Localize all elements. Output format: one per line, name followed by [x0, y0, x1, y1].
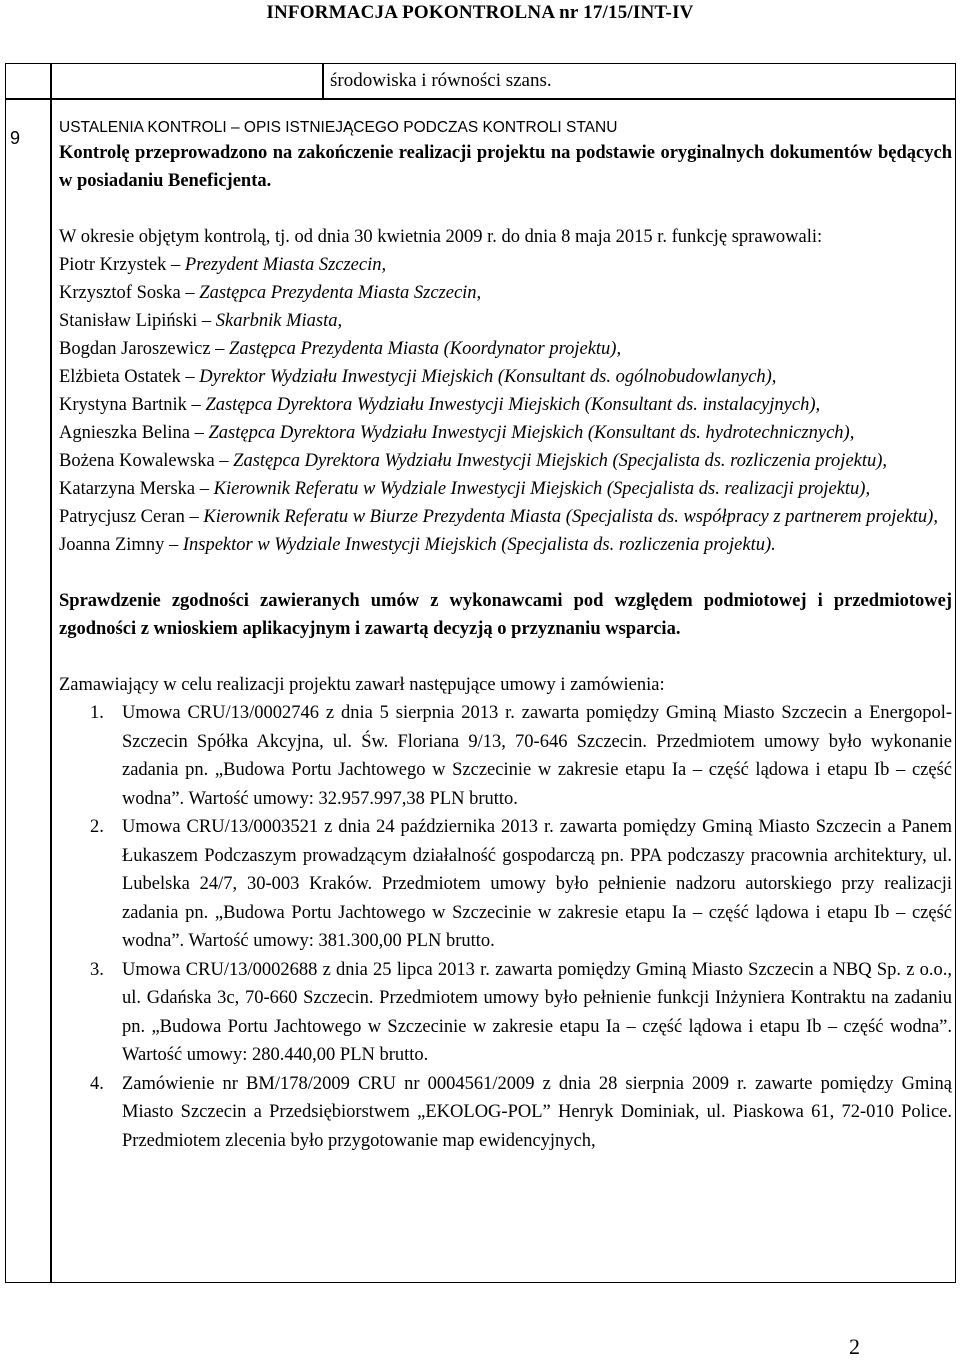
- official-entry: [59, 335, 952, 363]
- contract-text: Umowa CRU/13/0002688 z dnia 25 lipca 2013 r. zawarta pomiędzy Gminą Miasto Szczecin a NBQ Sp. z o.o., ul. Gdańska 3c, 70-660 Szczecin. Przedmiotem umowy było pełnienie funkcji Inżyniera Kontraktu na zadaniu pn. „Budowa Portu Jachtowego w Szczecinie w zakresie etapu Ia – część lądowa i etapu Ib – część wodna”. Wartość umowy: 280.440,00 PLN brutto.: [122, 959, 952, 1065]
- row-number: 9: [10, 128, 21, 148]
- contract-item: [59, 699, 952, 813]
- official-entry: [59, 475, 952, 503]
- official-role: Kierownik Referatu w Biurze Prezydenta Miasta (Specjalista ds. współpracy z partnerem projektu),: [203, 507, 938, 527]
- contract-text: Zamówienie nr BM/178/2009 CRU nr 0004561/2009 z dnia 28 sierpnia 2009 r. zawarte pomiędzy Gminą Miasto Szczecin a Przedsiębiorstwem „EKOLOG-POL” Henryk Dominiak, ul. Piaskowa 61, 72-010 Police. Przedmiotem zlecenia było przygotowanie map ewidencyjnych,: [122, 1073, 952, 1151]
- row-divider: [5, 98, 956, 100]
- official-role: Dyrektor Wydziału Inwestycji Miejskich (Konsultant ds. ogólnobudowlanych),: [199, 367, 777, 387]
- official-role: Zastępca Prezydenta Miasta (Koordynator projektu),: [229, 339, 622, 359]
- official-role: Zastępca Dyrektora Wydziału Inwestycji Miejskich (Konsultant ds. instalacyjnych),: [205, 395, 821, 415]
- contract-number: 3.: [90, 959, 104, 980]
- official-entry: [59, 391, 952, 419]
- contract-item: [59, 813, 952, 956]
- section-content: [59, 117, 952, 1155]
- contract-item: [59, 956, 952, 1070]
- previous-row-text: środowiska i równości szans.: [330, 70, 552, 91]
- official-name: Katarzyna Merska –: [59, 479, 214, 499]
- official-name: Agnieszka Belina –: [59, 423, 209, 443]
- official-role: Inspektor w Wydziale Inwestycji Miejskich (Specjalista ds. rozliczenia projektu).: [182, 535, 776, 555]
- official-name: Stanisław Lipiński –: [59, 311, 216, 331]
- spacer: [59, 643, 952, 671]
- spacer: [59, 559, 952, 587]
- officials-list: [59, 251, 952, 559]
- official-entry: [59, 251, 952, 279]
- spacer: [59, 195, 952, 223]
- official-role: Skarbnik Miasta,: [215, 311, 343, 331]
- official-name: Krzysztof Soska –: [59, 283, 200, 303]
- official-name: Piotr Krzystek –: [59, 255, 185, 275]
- official-entry: [59, 447, 952, 475]
- contract-text: Umowa CRU/13/0003521 z dnia 24 października 2013 r. zawarta pomiędzy Gminą Miasto Szczecin a Panem Łukaszem Podczaszym prowadzącym działalność gospodarczą pn. PPA podczaszy pracownia architektury, ul. Lubelska 24/7, 30-003 Kraków. Przedmiotem umowy było pełnienie nadzoru autorskiego przy realizacji zadania pn. „Budowa Portu Jachtowego w Szczecinie w zakresie etapu Ia – część lądowa i etapu Ib – część wodna”. Wartość umowy: 381.300,00 PLN brutto.: [122, 817, 952, 951]
- column-divider: [50, 63, 52, 1283]
- contract-text: Umowa CRU/13/0002746 z dnia 5 sierpnia 2013 r. zawarta pomiędzy Gminą Miasto Szczecin a Energopol-Szczecin Spółka Akcyjna, ul. Św. Floriana 9/13, 70-646 Szczecin. Przedmiotem umowy było wykonanie zadania pn. „Budowa Portu Jachtowego w Szczecinie w zakresie etapu Ia – część lądowa i etapu Ib – część wodna”. Wartość umowy: 32.957.997,38 PLN brutto.: [122, 703, 952, 809]
- contract-item: [59, 1070, 952, 1156]
- contracts-intro: Zamawiający w celu realizacji projektu zawarł następujące umowy i zamówienia:: [59, 675, 665, 695]
- official-entry: [59, 503, 952, 531]
- document-header: INFORMACJA POKONTROLNA nr 17/15/INT-IV: [266, 2, 694, 23]
- official-name: Elżbieta Ostatek –: [59, 367, 200, 387]
- period-text: W okresie objętym kontrolą, tj. od dnia 30 kwietnia 2009 r. do dnia 8 maja 2015 r. funkcję sprawowali:: [59, 227, 823, 247]
- official-role: Zastępca Prezydenta Miasta Szczecin,: [199, 283, 482, 303]
- contract-number: 1.: [90, 703, 104, 723]
- section-heading: USTALENIA KONTROLI – OPIS ISTNIEJĄCEGO PODCZAS KONTROLI STANU: [59, 119, 618, 136]
- control-intro: Kontrolę przeprowadzono na zakończenie realizacji projektu na podstawie oryginalnych dokumentów będących w posiadaniu Beneficjenta.: [59, 143, 952, 191]
- top-cell-divider: [322, 63, 324, 99]
- official-role: Zastępca Dyrektora Wydziału Inwestycji Miejskich (Konsultant ds. hydrotechnicznych),: [208, 423, 855, 443]
- compliance-heading: Sprawdzenie zgodności zawieranych umów z wykonawcami pod względem podmiotowej i przedmiotowej zgodności z wnioskiem aplikacyjnym i zawartą decyzją o przyznaniu wsparcia.: [59, 591, 952, 639]
- official-role: Prezydent Miasta Szczecin,: [184, 255, 387, 275]
- official-name: Patrycjusz Ceran –: [59, 507, 204, 527]
- page-number: 2: [849, 1334, 860, 1359]
- official-name: Krystyna Bartnik –: [59, 395, 206, 415]
- contract-number: 2.: [90, 817, 104, 837]
- official-entry: [59, 307, 952, 335]
- official-name: Bożena Kowalewska –: [59, 451, 234, 471]
- official-entry: [59, 419, 952, 447]
- contracts-list: [59, 699, 952, 1155]
- official-role: Zastępca Dyrektora Wydziału Inwestycji Miejskich (Specjalista ds. rozliczenia projektu),: [233, 451, 888, 471]
- official-name: Bogdan Jaroszewicz –: [59, 339, 230, 359]
- official-entry: [59, 363, 952, 391]
- official-name: Joanna Zimny –: [59, 535, 183, 555]
- contract-number: 4.: [90, 1073, 104, 1094]
- official-role: Kierownik Referatu w Wydziale Inwestycji Miejskich (Specjalista ds. realizacji projektu),: [213, 479, 871, 499]
- official-entry: [59, 279, 952, 307]
- official-entry: [59, 531, 952, 559]
